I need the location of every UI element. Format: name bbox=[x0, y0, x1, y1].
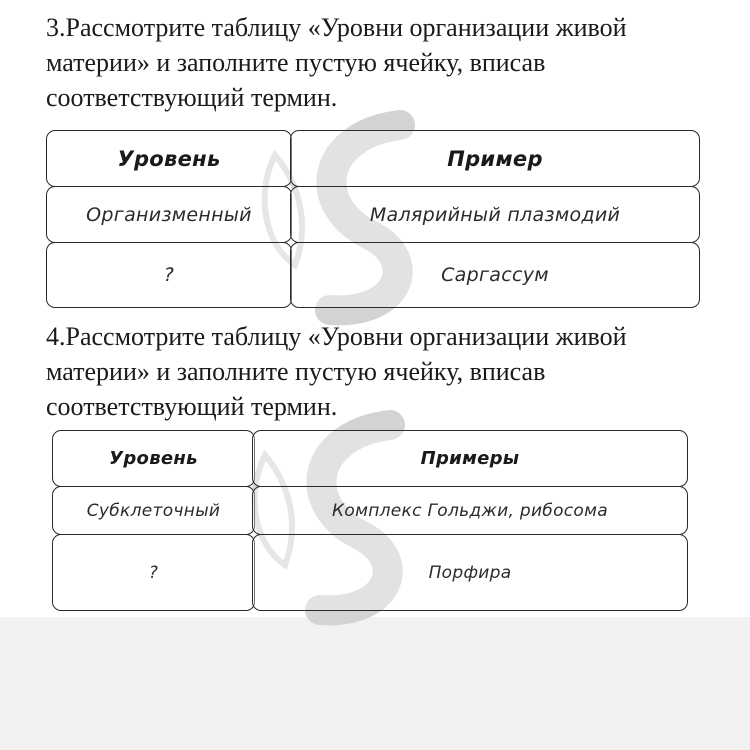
table-2-header-level: Уровень bbox=[52, 430, 255, 487]
table-2-header-examples: Примеры bbox=[252, 430, 688, 487]
table-1-cell-level-blank: ? bbox=[46, 242, 292, 308]
table-2-cell-examples: Комплекс Гольджи, рибосома bbox=[252, 486, 688, 535]
table-1-cell-example: Малярийный плазмодий bbox=[290, 186, 700, 243]
task-3-text: 3.Рассмотрите таблицу «Уровни организации живой материи» и заполните пустую ячейку, вписав соответствующий термин. bbox=[46, 13, 627, 112]
table-1-cell-example: Саргассум bbox=[290, 242, 700, 308]
table-1-cell-level: Организменный bbox=[46, 186, 292, 243]
task-4-text: 4.Рассмотрите таблицу «Уровни организации живой материи» и заполните пустую ячейку, вписав соответствующий термин. bbox=[46, 322, 627, 421]
table-1-header-level: Уровень bbox=[46, 130, 292, 187]
table-2-cell-level-blank: ? bbox=[52, 534, 255, 611]
table-2-cell-level: Субклеточный bbox=[52, 486, 255, 535]
table-2-cell-examples: Порфира bbox=[252, 534, 688, 611]
table-1-header-example: Пример bbox=[290, 130, 700, 187]
